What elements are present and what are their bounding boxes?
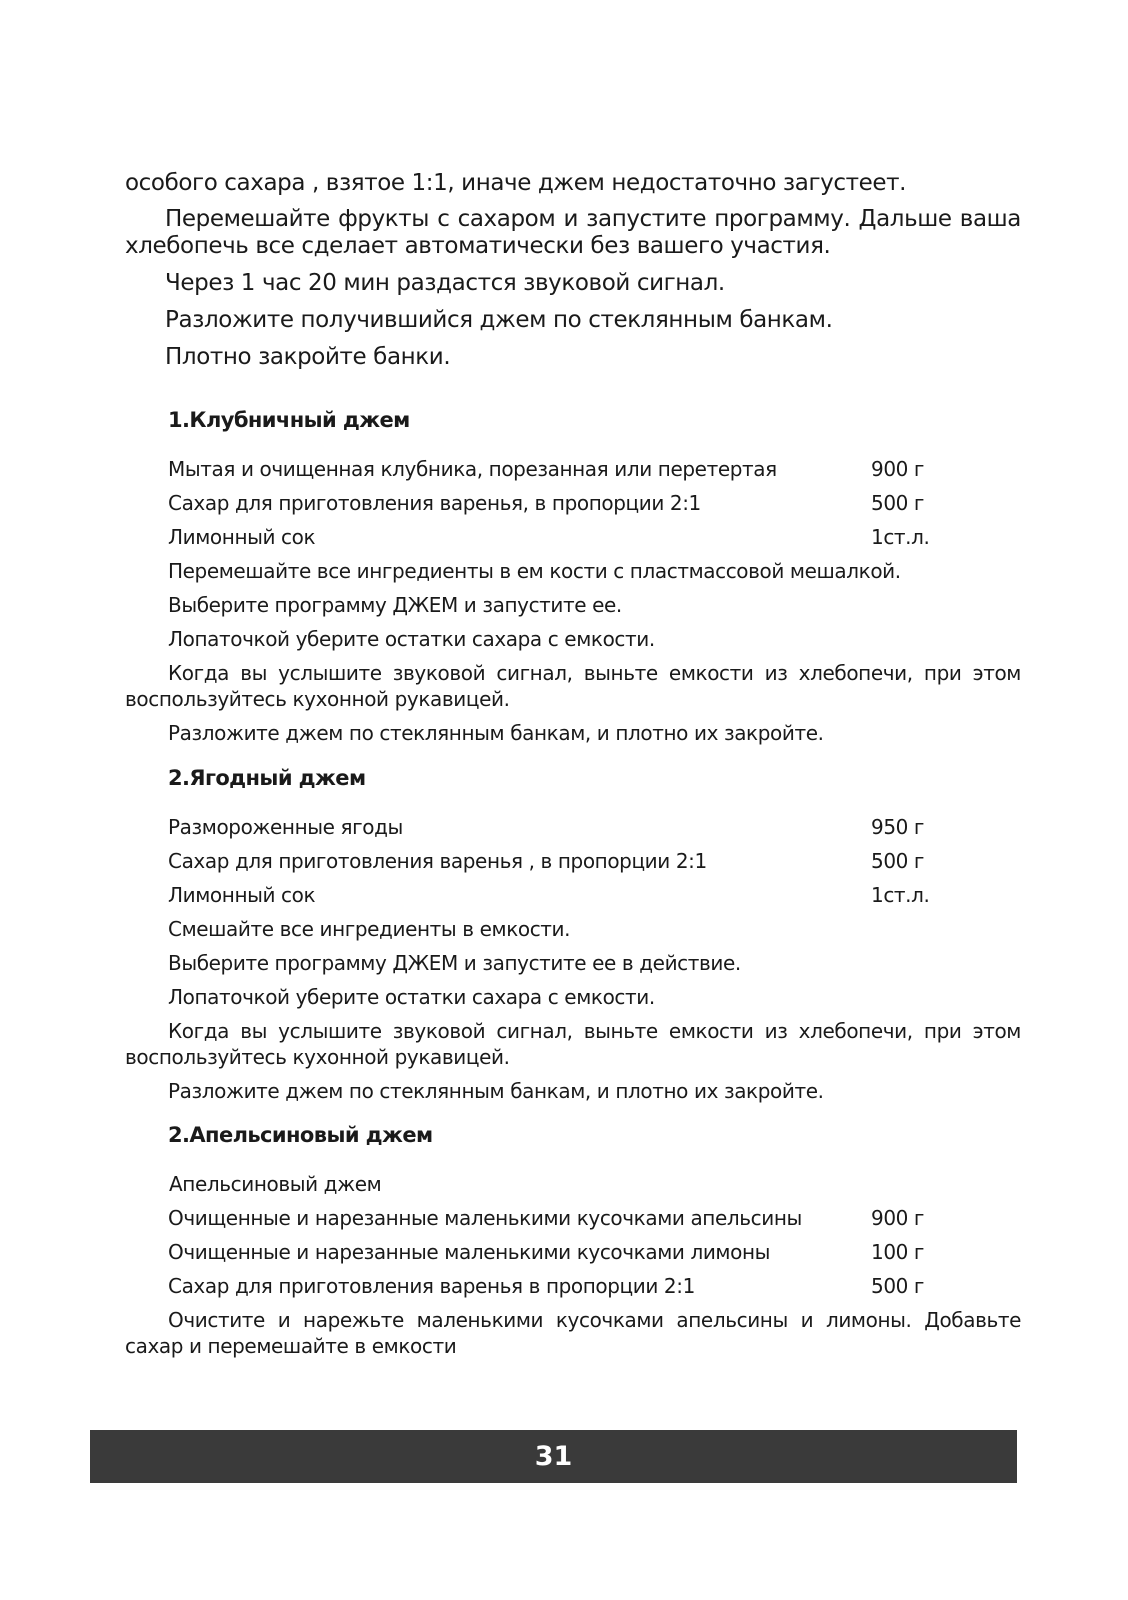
ingredient-row — [125, 878, 1021, 912]
ingredient-qty: 100 г — [871, 1240, 925, 1264]
ingredient-qty: 500 г — [871, 1274, 925, 1298]
ingredient-row — [125, 1201, 1021, 1235]
recipe-berry — [125, 766, 1021, 1108]
recipe-orange — [125, 1123, 1021, 1363]
ingredient-row — [125, 844, 1021, 878]
recipe-subtitle: Апельсиновый джем — [169, 1172, 382, 1196]
recipe-strawberry — [125, 408, 1021, 750]
ingredient-qty: 1ст.л. — [871, 883, 930, 907]
ingredient-row — [125, 1235, 1021, 1269]
recipe-step: Когда вы услышите звуковой сигнал, выньте емкости из хлебопечи, при этом воспользуйтесь кухонной рукавицей. — [125, 661, 1021, 711]
recipe-step: Когда вы услышите звуковой сигнал, выньте емкости из хлебопечи, при этом воспользуйтесь кухонной рукавицей. — [125, 1019, 1021, 1069]
intro-line: особого сахара , взятое 1:1, иначе джем недостаточно загустеет. — [125, 170, 906, 196]
recipe-step: Разложите джем по стеклянным банкам, и плотно их закройте. — [168, 1079, 824, 1103]
recipe-step: Выберите программу ДЖЕМ и запустите ее в действие. — [168, 951, 741, 975]
recipe-step: Лопаточкой уберите остатки сахара с емкости. — [168, 627, 655, 651]
recipe-step: Разложите джем по стеклянным банкам, и плотно их закройте. — [168, 721, 824, 745]
ingredient-name: Мытая и очищенная клубника, порезанная или перетертая — [168, 457, 777, 481]
ingredient-qty: 500 г — [871, 849, 925, 873]
ingredient-name: Размороженные ягоды — [168, 815, 403, 839]
recipe-title: 1.Клубничный джем — [168, 408, 410, 432]
ingredient-qty: 950 г — [871, 815, 925, 839]
intro-paragraph: Через 1 час 20 мин раздастся звуковой сигнал. — [165, 270, 725, 296]
ingredient-name: Очищенные и нарезанные маленькими кусочками апельсины — [168, 1206, 802, 1230]
intro-paragraph: Разложите получившийся джем по стеклянным банкам. — [165, 307, 833, 333]
recipe-step: Выберите программу ДЖЕМ и запустите ее. — [168, 593, 622, 617]
intro-paragraph: Плотно закройте банки. — [165, 344, 451, 370]
ingredient-qty: 900 г — [871, 1206, 925, 1230]
ingredient-qty: 900 г — [871, 457, 925, 481]
recipe-step: Перемешайте все ингредиенты в ем кости с пластмассовой мешалкой. — [168, 559, 901, 583]
intro-paragraph: Перемешайте фрукты с сахаром и запустите программу. Дальше ваша хлебопечь все сделает автоматически без вашего участия. — [125, 206, 1021, 259]
ingredient-row — [125, 810, 1021, 844]
ingredient-qty: 500 г — [871, 491, 925, 515]
page-footer — [90, 1430, 1017, 1483]
ingredient-name: Лимонный сок — [168, 883, 316, 907]
ingredient-row — [125, 1269, 1021, 1303]
ingredient-qty: 1ст.л. — [871, 525, 930, 549]
ingredient-name: Сахар для приготовления варенья, в пропорции 2:1 — [168, 491, 701, 515]
page-number: 31 — [534, 1441, 573, 1472]
ingredient-name: Очищенные и нарезанные маленькими кусочками лимоны — [168, 1240, 771, 1264]
ingredient-name: Сахар для приготовления варенья в пропорции 2:1 — [168, 1274, 695, 1298]
ingredient-row — [125, 452, 1021, 486]
intro-text — [125, 170, 1021, 381]
ingredient-name: Лимонный сок — [168, 525, 316, 549]
recipe-title: 2.Апельсиновый джем — [168, 1123, 433, 1147]
ingredient-row — [125, 486, 1021, 520]
recipe-step: Очистите и нарежьте маленькими кусочками апельсины и лимоны. Добавьте сахар и перемешайте в емкости — [125, 1308, 1021, 1358]
recipe-step: Лопаточкой уберите остатки сахара с емкости. — [168, 985, 655, 1009]
recipe-title: 2.Ягодный джем — [168, 766, 366, 790]
recipe-step: Смешайте все ингредиенты в емкости. — [168, 917, 571, 941]
ingredient-name: Сахар для приготовления варенья , в пропорции 2:1 — [168, 849, 707, 873]
ingredient-row — [125, 520, 1021, 554]
